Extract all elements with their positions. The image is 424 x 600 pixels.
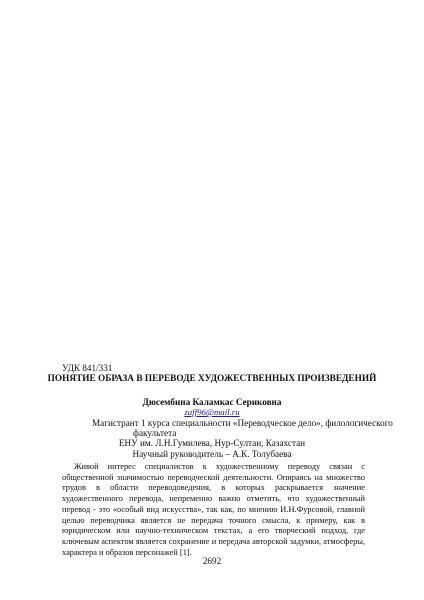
author-name: Дюсембина Каламкас Сериковна bbox=[142, 397, 282, 407]
page-number: 2692 bbox=[202, 556, 222, 566]
body-paragraph: Живой интерес специалистов к художественному переводу связан с общественной значимостью переводческой деятельности. Опираясь на множество трудов в области переводоведения, в которых раскрывается значение художественного перевода, непременно важно отметить, что художественный перевод - это «особый вид искусства», так как, по мнению И.Н.Фурсовой, главной целью переводчика является не передача точного смысла, к примеру, как в юридическом или научно-техническом текстах, а его творческий подход, где ключевым аспектом является сохранение и передача авторской задумки, атмосферы, характера и образов персонажей [1]. bbox=[62, 462, 365, 557]
author-email-link[interactable]: zaff96@mail.ru bbox=[184, 407, 240, 417]
affiliation-line-1: Магистрант 1 курса специальности «Переводческое дело», филологического bbox=[92, 418, 393, 428]
article-title: ПОНЯТИЕ ОБРАЗА В ПЕРЕВОДЕ ХУДОЖЕСТВЕННЫХ ПРОИЗВЕДЕНИЙ bbox=[47, 374, 377, 384]
university-line: ЕНУ им. Л.Н.Гумилева, Нур-Султан, Казахстан bbox=[118, 438, 306, 448]
udk-code: УДК 841/331 bbox=[62, 363, 113, 373]
supervisor-line: Научный руководитель – А.К. Толубаева bbox=[132, 449, 292, 459]
affiliation-line-2: факультета bbox=[133, 428, 177, 438]
